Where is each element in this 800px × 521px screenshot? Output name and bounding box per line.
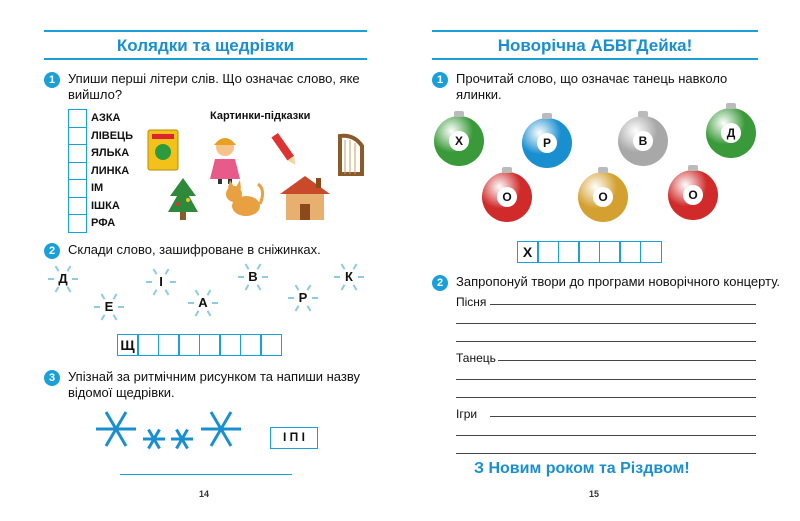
ornament-letter: О [497, 187, 517, 207]
answer-cell[interactable] [599, 241, 621, 263]
page-title-right: Новорічна АБВГДейка! [497, 36, 693, 55]
word-fragment: ІШКА [91, 199, 120, 212]
ornament-cap [454, 111, 464, 117]
ornament-letter: Х [449, 131, 469, 151]
snowflake-letter: Д [58, 271, 68, 286]
task-number: 1 [44, 72, 60, 88]
snowflake [236, 260, 270, 294]
task-number: 2 [432, 275, 448, 291]
ornament-ball [434, 116, 484, 166]
word-fragment: ЛИНКА [91, 164, 130, 177]
tree-picture [166, 176, 200, 222]
snowflake [92, 290, 126, 324]
house-picture [276, 172, 334, 222]
ornament-ball [706, 108, 756, 158]
word-fragment: ЯЛЬКА [91, 147, 130, 159]
word-fragment: ЛІВЕЦЬ [91, 129, 133, 142]
answer-line[interactable] [498, 360, 756, 361]
answer-cell[interactable] [199, 334, 221, 356]
snowflake-letter: І [159, 274, 163, 289]
snowflake-letter: В [248, 269, 258, 284]
answer-cells[interactable] [518, 241, 662, 263]
ornament-ball [668, 170, 718, 220]
answer-line[interactable] [490, 416, 756, 417]
task-text: Запропонуй твори до програми новорічного концерту. [456, 274, 781, 289]
ornament-letter: Р [537, 133, 557, 153]
pencil-picture [271, 130, 299, 170]
word-fragment: ІМ [91, 182, 104, 194]
ornament-letter: В [633, 131, 653, 151]
letter-box[interactable] [68, 197, 87, 216]
ornament-cap [688, 165, 698, 171]
answer-line[interactable] [456, 379, 756, 380]
letter-box[interactable] [68, 109, 87, 128]
answer-cell[interactable] [578, 241, 600, 263]
letter-box[interactable] [68, 127, 87, 146]
ornament-cap [638, 111, 648, 117]
title-rule-bottom [44, 58, 367, 60]
letter-box[interactable] [68, 179, 87, 198]
letter-box[interactable] [68, 214, 87, 233]
task-text: Прочитай слово, що означає танець навколо [456, 71, 728, 86]
label-games: Ігри [456, 407, 478, 421]
book-picture [146, 128, 182, 172]
answer-cell[interactable]: Щ [117, 334, 139, 356]
title-rule-top [432, 30, 758, 32]
answer-line[interactable] [456, 397, 756, 398]
title-rule-bottom [432, 58, 758, 60]
task-text: вийшло? [68, 87, 123, 102]
snowflake [286, 281, 320, 315]
ornament-cap [598, 167, 608, 173]
word-fragment: АЗКА [91, 112, 121, 124]
task-text: Склади слово, зашифроване в сніжинках. [68, 242, 321, 257]
answer-line[interactable] [490, 304, 756, 305]
answer-line[interactable] [456, 453, 756, 454]
task-number: 3 [44, 370, 60, 386]
answer-line[interactable] [456, 323, 756, 324]
letter-box[interactable] [68, 162, 87, 181]
page-number-right: 15 [589, 489, 600, 499]
ornament-cap [726, 103, 736, 109]
page-title-left: Колядки та щедрівки [116, 36, 295, 55]
snowflake [46, 262, 80, 296]
answer-line[interactable] [456, 435, 756, 436]
ornament-ball [618, 116, 668, 166]
snowflake [332, 260, 366, 294]
label-dance: Танець [456, 351, 496, 365]
rhythm-box: І П І [270, 427, 318, 449]
answer-cell[interactable] [558, 241, 580, 263]
harp-picture [336, 132, 366, 176]
snowflake-letter: Р [298, 290, 308, 305]
answer-cell[interactable] [137, 334, 159, 356]
task-number: 2 [44, 243, 60, 259]
snowflake [144, 265, 178, 299]
hint-title: Картинки-підказки [210, 110, 311, 122]
cat-picture [222, 178, 266, 220]
answer-cell[interactable] [640, 241, 662, 263]
ornament-cap [542, 113, 552, 119]
answer-line[interactable] [456, 341, 756, 342]
answer-line[interactable] [120, 474, 292, 475]
answer-cells[interactable] [118, 334, 282, 356]
task-text: відомої щедрівки. [68, 385, 175, 400]
task-text: Упиши перші літери слів. Що означає слово, яке [68, 71, 360, 86]
ornament-letter: О [593, 187, 613, 207]
greeting: З Новим роком та Різдвом! [474, 460, 690, 477]
ornament-cap [502, 167, 512, 173]
answer-cell[interactable] [240, 334, 262, 356]
answer-cell[interactable] [219, 334, 241, 356]
answer-cell[interactable] [260, 334, 282, 356]
letter-box[interactable] [68, 144, 87, 163]
snowflake-letter: Е [104, 299, 114, 314]
answer-cell[interactable] [619, 241, 641, 263]
task-number: 1 [432, 72, 448, 88]
task-text: Упізнай за ритмічним рисунком та напиши назву [68, 369, 360, 384]
ornament-letter: Д [721, 123, 741, 143]
ornament-ball [578, 172, 628, 222]
page-number-left: 14 [199, 489, 210, 499]
rhythm-snowflakes [92, 405, 252, 453]
word-fragment: РФА [91, 217, 116, 229]
answer-cell[interactable]: Х [517, 241, 539, 263]
snowflake-letter: А [198, 295, 208, 310]
snowflake-letter: К [345, 269, 353, 284]
snowflake [186, 286, 220, 320]
label-song: Пісня [456, 295, 487, 309]
ornament-ball [522, 118, 572, 168]
title-rule-top [44, 30, 367, 32]
ornament-ball [482, 172, 532, 222]
answer-cell[interactable] [158, 334, 180, 356]
answer-cell[interactable] [537, 241, 559, 263]
ornament-letter: О [683, 185, 703, 205]
task-text: ялинки. [456, 87, 502, 102]
answer-cell[interactable] [178, 334, 200, 356]
